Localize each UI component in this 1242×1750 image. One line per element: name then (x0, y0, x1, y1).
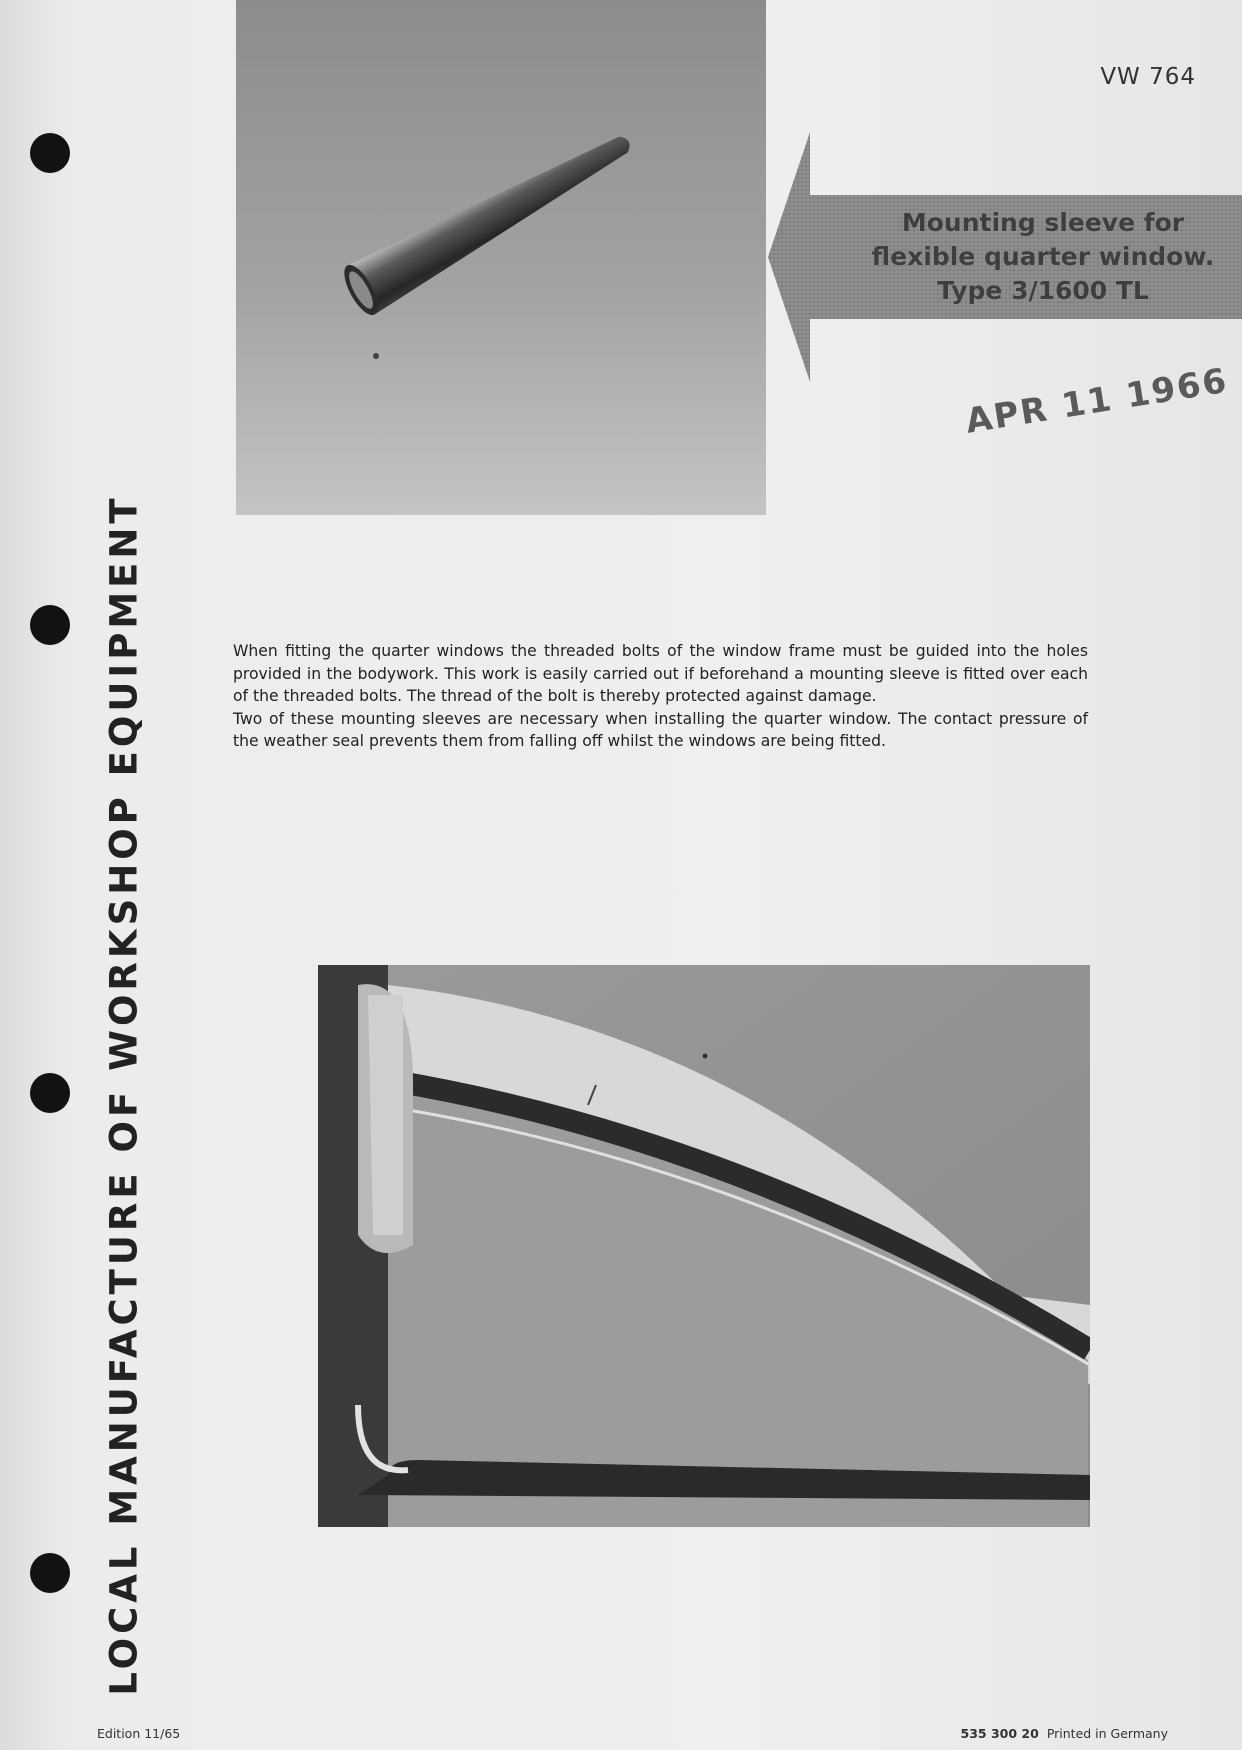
edition-label: Edition 11/65 (97, 1726, 181, 1741)
title-arrow-callout (768, 132, 1242, 382)
punch-hole-icon (30, 1073, 70, 1113)
punch-hole-icon (30, 133, 70, 173)
quarter-window-photo (318, 965, 1090, 1527)
document-number: VW 764 (1100, 64, 1196, 90)
callout-line-3: Type 3/1600 TL (937, 276, 1149, 305)
paragraph: Two of these mounting sleeves are necessary when installing the quarter window. The contact pressure of the weather seal prevents them from falling off whilst the windows are being fitted. (233, 709, 1088, 750)
part-number: 535 300 20 (960, 1726, 1039, 1741)
punch-hole-icon (30, 1553, 70, 1593)
paragraph: When fitting the quarter windows the threaded bolts of the window frame must be guided into the holes provided in the bodywork. This work is easily carried out if beforehand a mounting sleeve is fitted over each of the threaded bolts. The thread of the bolt is thereby protected against damage. (233, 642, 1088, 705)
printed-label: Printed in Germany (1046, 1726, 1168, 1741)
description-text (233, 640, 1088, 753)
callout-title (863, 206, 1223, 308)
vertical-section-title: LOCAL MANUFACTURE OF WORKSHOP EQUIPMENT (102, 494, 146, 1696)
sleeve-photo (236, 0, 766, 515)
punch-hole-icon (30, 605, 70, 645)
callout-line-1: Mounting sleeve for (901, 208, 1185, 237)
callout-line-2: flexible quarter window. (871, 242, 1215, 271)
footer-print-info (961, 1726, 1168, 1741)
date-stamp: APR 11 1966 (962, 360, 1231, 442)
